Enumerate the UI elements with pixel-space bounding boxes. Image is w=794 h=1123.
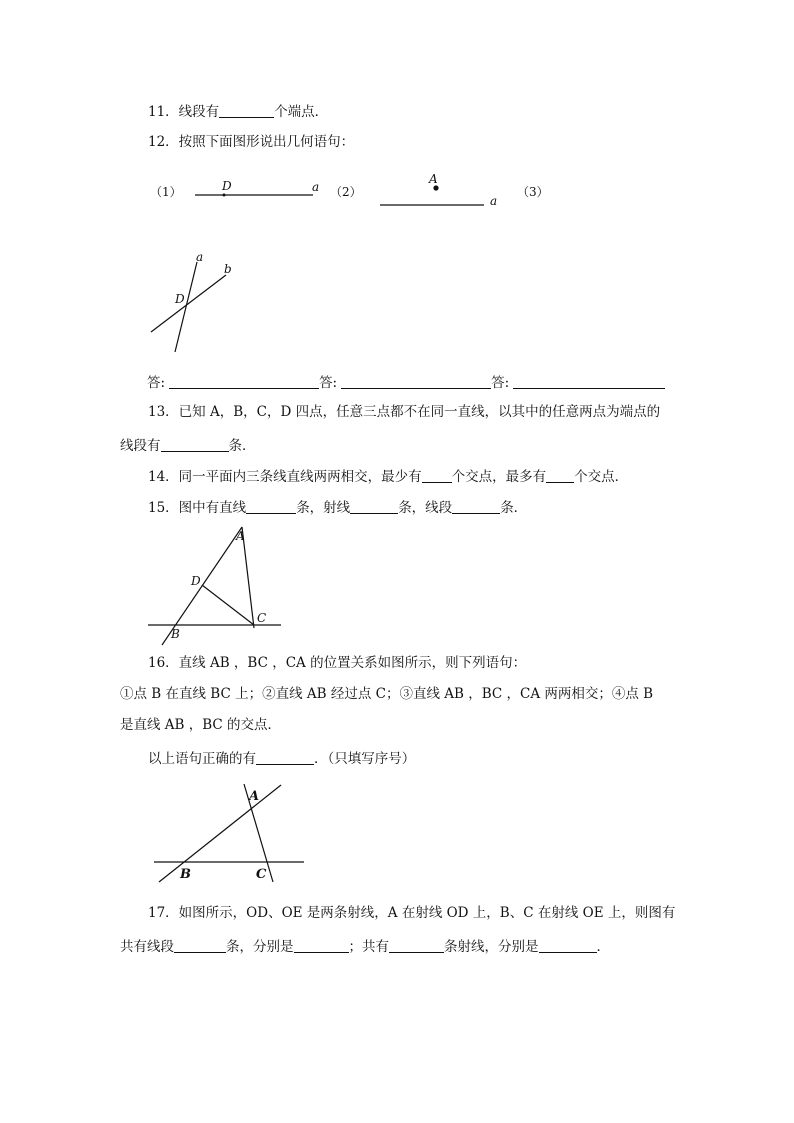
q15-text	[148, 501, 527, 516]
q15-label-a: A	[236, 529, 245, 543]
q12-answer-blank-2[interactable]	[341, 376, 491, 389]
fig2-point-a	[433, 185, 438, 190]
q11-prefix: 11．线段有	[148, 104, 220, 120]
q12-answer-blank-1[interactable]	[169, 376, 319, 389]
q16-prefix: 以上语句正确的有	[148, 751, 256, 767]
q11-suffix: 个端点．	[274, 104, 329, 120]
q17-line1: 17．如图所示，OD、OE 是两条射线，A 在射线 OD 上，B、C 在射线 OE 上，则图有	[148, 905, 676, 921]
q15-blank-rays[interactable]	[350, 501, 398, 514]
fig3-label-b: b	[224, 262, 232, 276]
fig3-line-a	[175, 262, 197, 352]
q17-blank-rays[interactable]	[539, 940, 597, 953]
q14-part-a: 14．同一平面内三条线直线两两相交，最少有	[148, 469, 422, 485]
q17-blank-segments[interactable]	[294, 940, 349, 953]
fig3-label-a: a	[196, 250, 204, 264]
q14-part-c: 个交点．	[574, 469, 629, 485]
fig3-line-b	[151, 275, 226, 332]
q17-part-d: 条射线，分别是	[444, 939, 539, 955]
q16-line3: 是直线 AB ，BC 的交点．	[120, 717, 282, 733]
fig1-label-d: D	[222, 179, 232, 193]
q15-label-c: C	[257, 611, 267, 625]
fig3-label-d: D	[175, 292, 185, 306]
q16-label-a: A	[249, 789, 260, 804]
q16-blank[interactable]	[256, 752, 314, 765]
q17-part-b: 条，分别是	[226, 939, 294, 955]
q17-blank-segment-count[interactable]	[174, 940, 226, 953]
q13-prefix: 线段有	[120, 438, 161, 454]
q14-part-b: 个交点，最多有	[451, 469, 547, 485]
q16-suffix: ．（只填写序号）	[314, 751, 416, 767]
fig2-label-line: a	[490, 194, 498, 208]
q13-blank[interactable]	[161, 439, 229, 452]
fig1-label-a: a	[312, 180, 320, 194]
q17-line2	[120, 940, 610, 955]
q13-line1: 13．已知 A，B，C，D 四点，任意三点都不在同一直线，以其中的任意两点为端点的	[148, 404, 661, 420]
q13-line2	[120, 439, 256, 454]
q16-label-c: C	[256, 867, 267, 882]
fig1-point-d	[223, 194, 226, 197]
q12-answer-label-3: 答:	[491, 375, 510, 391]
q12-fig1-number: （1）	[150, 185, 182, 199]
q16-line2: ①点 B 在直线 BC 上；②直线 AB 经过点 C；③直线 AB ，BC ，CA 两两相交；④点 B	[120, 686, 654, 702]
q17-part-a: 共有线段	[120, 939, 174, 955]
q12-title: 12．按照下面图形说出几何语句：	[148, 134, 355, 150]
q12-fig3-number: （3）	[517, 185, 549, 199]
fig2-label-a: A	[429, 172, 438, 186]
q14-blank-max[interactable]	[546, 470, 574, 483]
q15-label-b: B	[171, 627, 180, 641]
q15-label-d: D	[191, 574, 201, 588]
q13-suffix: 条．	[228, 438, 256, 454]
q12-answers-row	[147, 376, 665, 391]
q15-part-a: 15．图中有直线	[148, 500, 247, 516]
q12-answer-blank-3[interactable]	[513, 376, 665, 389]
q12-answer-label-1: 答:	[147, 375, 166, 391]
q16-line1: 16．直线 AB ，BC ，CA 的位置关系如图所示，则下列语句：	[148, 655, 527, 671]
q15-part-d: 条．	[500, 500, 528, 516]
q16-line4	[148, 752, 415, 767]
q14-text	[148, 470, 628, 485]
q15-line-dc	[202, 585, 254, 625]
q15-part-b: 条，射线	[296, 500, 351, 516]
q16-label-b: B	[180, 867, 191, 882]
q15-blank-lines[interactable]	[246, 501, 296, 514]
q15-blank-segments[interactable]	[452, 501, 500, 514]
q12-answer-label-2: 答:	[319, 375, 338, 391]
q17-part-e: ．	[596, 939, 610, 955]
q15-part-c: 条，线段	[398, 500, 453, 516]
q17-blank-ray-count[interactable]	[389, 940, 444, 953]
q12-fig2-number: （2）	[330, 185, 362, 199]
q14-blank-min[interactable]	[422, 470, 452, 483]
q17-part-c: ；共有	[348, 939, 389, 955]
